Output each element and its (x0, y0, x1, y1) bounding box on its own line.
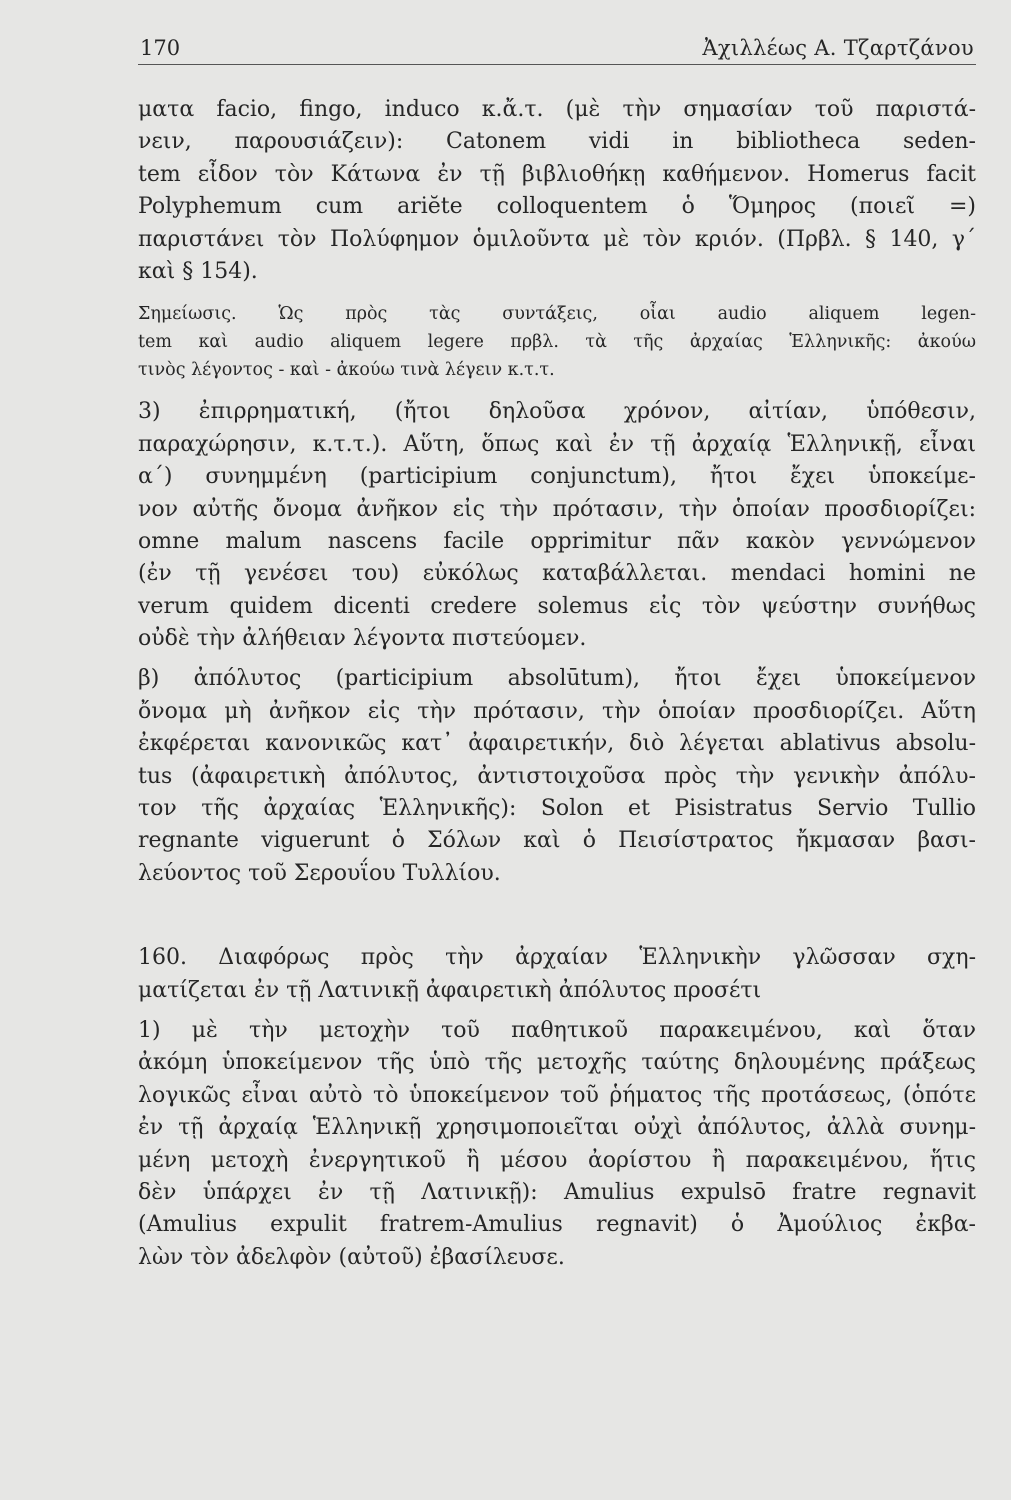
text-line: παριστάνει τὸν Πολύφημον ὁμιλοῦντα μὲ τὸν κριόν. (Πρβλ. § 140, γ΄ (138, 226, 976, 252)
section-160 (138, 942, 976, 1007)
text-line: tus (ἀφαιρετικὴ ἀπόλυτος, ἀντιστοιχοῦσα πρὸς τὴν γενικὴν ἀπόλυ- (138, 763, 976, 789)
text-line: λὼν τὸν ἀδελφὸν (αὐτοῦ) ἐβασίλευσε. (138, 1244, 565, 1270)
text-line: παραχώρησιν, κ.τ.τ.). Αὕτη, ὅπως καὶ ἐν τῇ ἀρχαίᾳ Ἑλληνικῇ, εἶναι (138, 431, 976, 457)
text-line: ματα facio, fingo, induco κ.ἄ.τ. (μὲ τὴν σημασίαν τοῦ παριστά- (138, 97, 976, 122)
text-line: (ἐν τῇ γενέσει του) εὐκόλως καταβάλλεται. mendaci homini ne (138, 561, 976, 587)
text-line: 1) μὲ τὴν μετοχὴν τοῦ παθητικοῦ παρακειμένου, καὶ ὅταν (138, 1017, 976, 1043)
text-line: ἐν τῇ ἀρχαίᾳ Ἑλληνικῇ χρησιμοποιεῖται οὐχὶ ἀπόλυτος, ἀλλὰ συνημ- (138, 1115, 976, 1141)
text-line: (Amulius expulit fratrem-Amulius regnavit) ὁ Ἀμούλιος ἐκβα- (138, 1212, 976, 1238)
text-line: ὄνομα μὴ ἀνῆκον εἰς τὴν πρότασιν, τὴν ὁποίαν προσδιορίζει. Αὕτη (138, 698, 976, 724)
text-line: οὐδὲ τὴν ἀλήθειαν λέγοντα πιστεύομεν. (138, 626, 587, 652)
note-line: Σημείωσις. Ὡς πρὸς τὰς συντάξεις, οἷαι audio aliquem legen- (138, 304, 976, 325)
text-line: verum quidem dicenti credere solemus εἰς τὸν ψεύστην συνήθως (138, 593, 976, 619)
running-title: Ἀχιλλέως Α. Τζαρτζάνου (702, 36, 974, 60)
page-number: 170 (140, 36, 181, 60)
text-line: α΄) συνημμένη (participium conjunctum), ἤτοι ἔχει ὑποκείμε- (138, 464, 976, 490)
text-line: 160. Διαφόρως πρὸς τὴν ἀρχαίαν Ἑλληνικὴν γλῶσσαν σχη- (138, 945, 976, 971)
body-text (138, 94, 976, 1274)
text-line: νον αὐτῆς ὄνομα ἀνῆκον εἰς τὴν πρότασιν, τὴν ὁποίαν προσδιορίζει: (138, 496, 976, 522)
text-line: omne malum nascens facile opprimitur πᾶν κακὸν γεννώμενον (138, 528, 976, 554)
text-line: 3) ἐπιρρηματική, (ἤτοι δηλοῦσα χρόνον, αἰτίαν, ὑπόθεσιν, (138, 399, 976, 425)
text-line: ματίζεται ἐν τῇ Λατινικῇ ἀφαιρετικὴ ἀπόλυτος προσέτι (138, 977, 762, 1003)
note-line: tem καὶ audio aliquem legere πρβλ. τὰ τῆς ἀρχαίας Ἑλληνικῆς: ἀκούω (138, 332, 976, 353)
paragraph-absolute (138, 663, 976, 890)
text-line: ἀκόμη ὑποκείμενον τῆς ὑπὸ τῆς μετοχῆς ταύτης δηλουμένης πράξεως (138, 1050, 976, 1076)
text-line: λογικῶς εἶναι αὐτὸ τὸ ὑποκείμενον τοῦ ῥήματος τῆς προτάσεως, (ὁπότε (138, 1082, 976, 1108)
text-line: Polyphemum cum ariĕte colloquentem ὁ Ὅμηρος (ποιεῖ =) (138, 194, 976, 220)
text-line: tem εἶδον τὸν Κάτωνα ἐν τῇ βιβλιοθήκῃ καθήμενον. Homerus facit (138, 161, 976, 187)
text-line: μένη μετοχὴ ἐνεργητικοῦ ἢ μέσου ἀορίστου ἢ παρακειμένου, ἥτις (138, 1147, 976, 1173)
paragraph-adverbial (138, 396, 976, 655)
text-line: λεύοντος τοῦ Σερουΐου Τυλλίου. (138, 860, 501, 886)
text-line: regnante viguerunt ὁ Σόλων καὶ ὁ Πεισίστρατος ἤκμασαν βασι- (138, 828, 976, 854)
paragraph-perfect-passive (138, 1015, 976, 1274)
text-line: β) ἀπόλυτος (participium absolūtum), ἤτοι ἔχει ὑποκείμενον (138, 666, 976, 692)
running-header (138, 28, 976, 65)
note-line: τινὸς λέγοντος - καὶ - ἀκούω τινὰ λέγειν κ.τ.τ. (138, 360, 555, 381)
text-line: νειν, παρουσιάζειν): Catonem vidi in bibliotheca seden- (138, 129, 976, 155)
paragraph-participium-predicative (138, 94, 976, 288)
text-line: ἐκφέρεται κανονικῶς κατ᾿ ἀφαιρετικήν, διὸ λέγεται ablativus absolu- (138, 731, 976, 757)
text-line: δὲν ὑπάρχει ἐν τῇ Λατινικῇ): Amulius expulsō fratre regnavit (138, 1179, 976, 1205)
text-line: καὶ § 154). (138, 258, 258, 284)
remark-note (138, 300, 976, 384)
text-line: τον τῆς ἀρχαίας Ἑλληνικῆς): Solon et Pisistratus Servio Tullio (138, 796, 976, 822)
